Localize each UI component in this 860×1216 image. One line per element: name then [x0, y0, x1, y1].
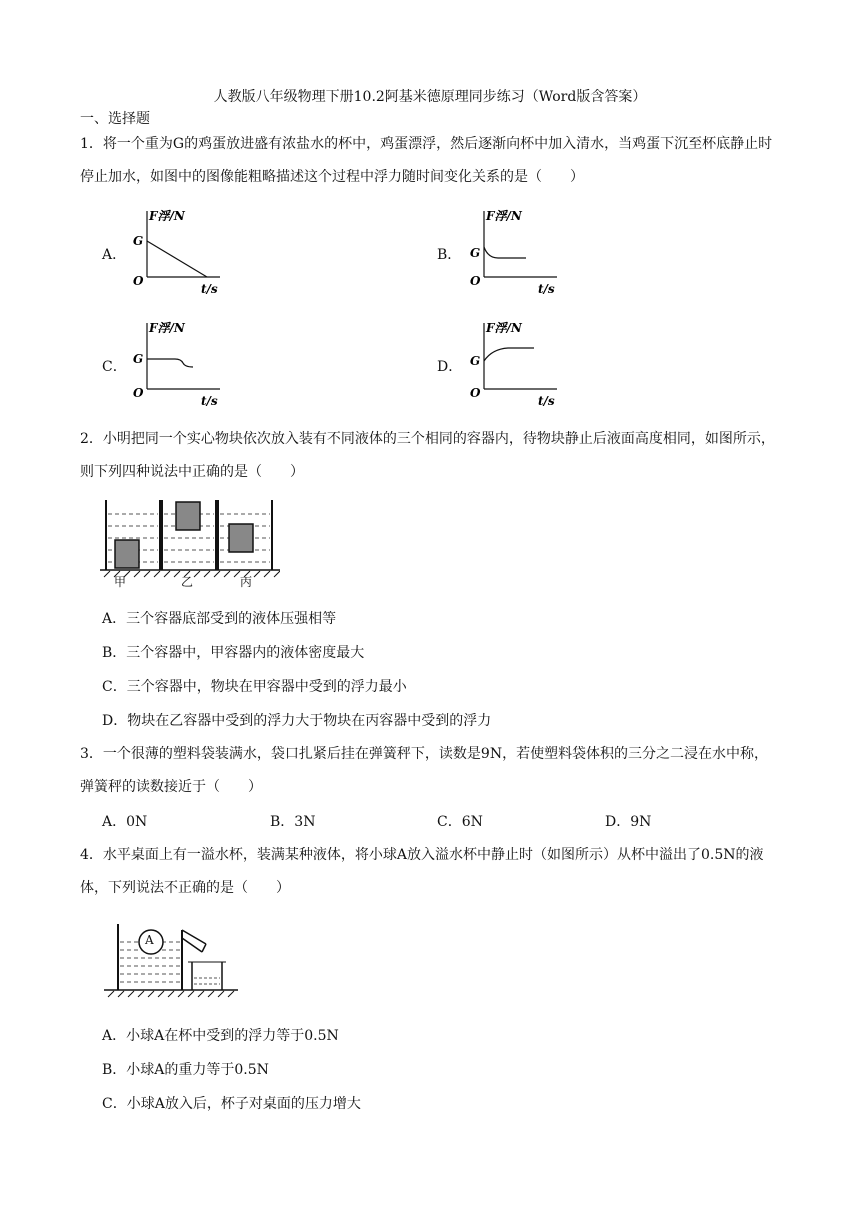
- section-heading: 一、选择题: [80, 111, 150, 127]
- q2-option-c: C．三个容器中，物块在甲容器中受到的浮力最小: [102, 679, 407, 695]
- q2-option-d: D．物块在乙容器中受到的浮力大于物块在丙容器中受到的浮力: [102, 713, 492, 729]
- q1-graph-b: [462, 205, 572, 297]
- q1d-g-label: G: [470, 354, 481, 368]
- q4-ball-label: A: [145, 933, 154, 947]
- q1-option-a-label: A．: [102, 247, 127, 263]
- q1d-x-axis-label: t/s: [538, 394, 555, 408]
- q1b-origin-label: O: [470, 274, 481, 288]
- question-2-text: 2．小明把同一个实心物块依次放入装有不同液体的三个相同的容器内，待物块静止后液面高度相同，如图所示，则下列四种说法中正确的是（ ）: [80, 431, 775, 480]
- q1c-g-label: G: [133, 352, 144, 366]
- q4-overflow-cup-figure: [100, 916, 250, 1004]
- q1a-g-label: G: [133, 234, 144, 248]
- q4-option-a: A．小球A在杯中受到的浮力等于0.5N: [102, 1028, 339, 1044]
- document-title: 人教版八年级物理下册10.2阿基米德原理同步练习（Word版含答案）: [213, 89, 647, 105]
- q4-option-c: C．小球A放入后，杯子对桌面的压力增大: [102, 1096, 361, 1112]
- q1-graph-c: [125, 317, 235, 409]
- q1-option-b-label: B．: [437, 247, 462, 263]
- q1-option-c-label: C．: [102, 359, 127, 375]
- q1-graph-d: [462, 317, 572, 409]
- q2-option-a: A．三个容器底部受到的液体压强相等: [102, 611, 337, 627]
- q2-container-label-jia: 甲: [114, 575, 127, 589]
- q1a-x-axis-label: t/s: [201, 282, 218, 296]
- q2-containers-figure: [100, 492, 280, 584]
- q2-option-b: B．三个容器中，甲容器内的液体密度最大: [102, 645, 365, 661]
- q3-option-d: D．9N: [605, 814, 652, 830]
- q1a-origin-label: O: [133, 274, 144, 288]
- q1c-y-axis-label: F浮/N: [149, 321, 185, 335]
- q1c-origin-label: O: [133, 386, 144, 400]
- q1b-x-axis-label: t/s: [538, 282, 555, 296]
- q2-container-label-bing: 丙: [240, 575, 253, 589]
- question-1-text: 1．将一个重为G的鸡蛋放进盛有浓盐水的杯中，鸡蛋漂浮，然后逐渐向杯中加入清水，当鸡蛋下沉至杯底静止时停止加水，如图中的图像能粗略描述这个过程中浮力随时间变化关系的是（ ）: [80, 136, 773, 185]
- q1b-g-label: G: [470, 246, 481, 260]
- q3-option-b: B．3N: [270, 814, 316, 830]
- q1-option-d-label: D．: [437, 359, 463, 375]
- question-3-text: 3．一个很薄的塑料袋装满水，袋口扎紧后挂在弹簧秤下，读数是9N，若使塑料袋体积的三分之二浸在水中称，弹簧秤的读数接近于（ ）: [80, 746, 769, 795]
- q3-option-a: A．0N: [102, 814, 148, 830]
- q1d-y-axis-label: F浮/N: [486, 321, 522, 335]
- q4-option-b: B．小球A的重力等于0.5N: [102, 1062, 269, 1078]
- q1a-y-axis-label: F浮/N: [149, 209, 185, 223]
- q1b-y-axis-label: F浮/N: [486, 209, 522, 223]
- q1-graph-a: [125, 205, 235, 297]
- question-4-text: 4．水平桌面上有一溢水杯，装满某种液体，将小球A放入溢水杯中静止时（如图所示）从杯中溢出了0.5N的液体，下列说法不正确的是（ ）: [80, 847, 764, 896]
- q1d-origin-label: O: [470, 386, 481, 400]
- q3-option-c: C．6N: [437, 814, 483, 830]
- q1c-x-axis-label: t/s: [201, 394, 218, 408]
- q2-container-label-yi: 乙: [181, 575, 194, 589]
